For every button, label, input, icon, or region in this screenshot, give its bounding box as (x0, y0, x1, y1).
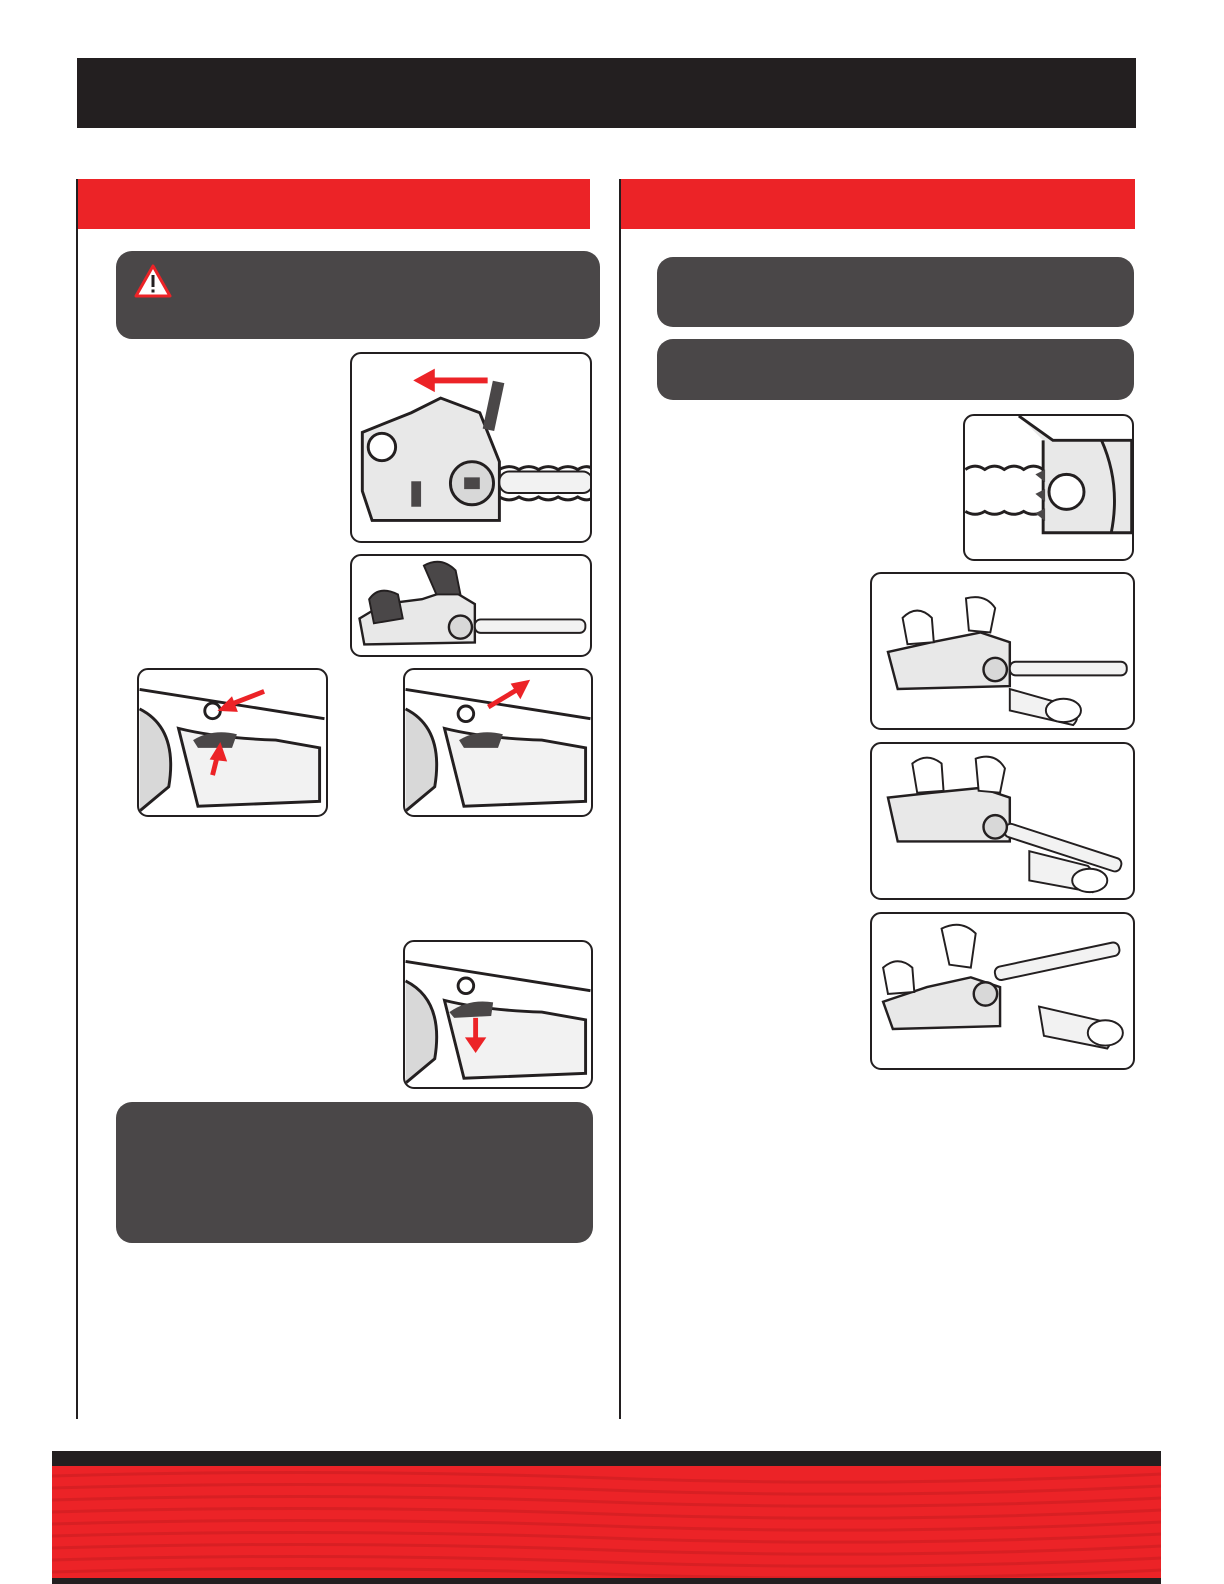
header-bar (77, 58, 1136, 128)
cutting-step-3-figure (870, 912, 1135, 1070)
chain-brake-figure (350, 352, 592, 543)
left-section-header (77, 179, 590, 229)
footer-stripe-band (52, 1466, 1161, 1578)
cutting-step-1-figure (870, 572, 1135, 730)
warning-triangle-icon (134, 263, 172, 299)
right-note-box-1 (657, 257, 1134, 327)
warning-note-box (116, 251, 600, 339)
bottom-note-box (116, 1102, 593, 1243)
right-note-box-2 (657, 339, 1134, 400)
right-section-header (620, 179, 1135, 229)
bumper-spikes-figure (963, 414, 1134, 561)
hands-on-saw-figure (350, 554, 592, 657)
trigger-release-figure (403, 940, 593, 1089)
left-column-rule (76, 179, 78, 1419)
cutting-step-2-figure (870, 742, 1135, 900)
lock-off-release-figure (403, 668, 593, 817)
right-column-rule (619, 179, 621, 1419)
lock-off-press-figure (137, 668, 328, 817)
